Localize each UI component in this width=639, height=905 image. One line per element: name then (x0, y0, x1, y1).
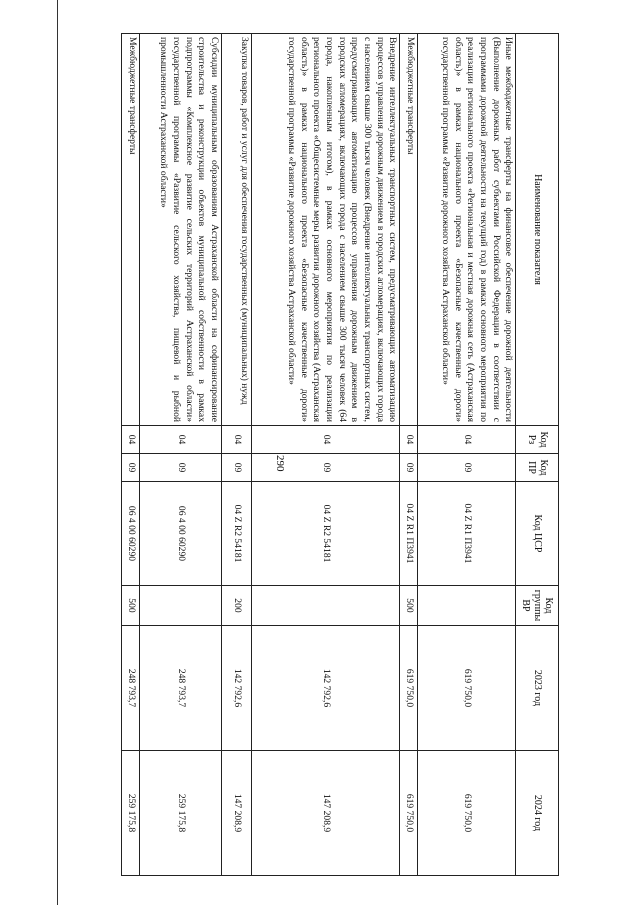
rotated-table-container (121, 33, 559, 875)
row-2024: 147 208,9 (222, 751, 252, 876)
row-csr: 06 4 00 60290 (139, 482, 221, 586)
table-row (122, 34, 140, 876)
row-pr: 09 (251, 454, 399, 482)
table-row (400, 34, 418, 876)
row-name: Субсидии муниципальным образованиям Астраханской области на софинансирование строительства и реконструкции объектов муниципальной собственности в рамках подпрограммы «Комплексное развитие сельских территорий Астраханской области» государственной программы «Развитие сельского хозяйства, пищевой и рыбной промышленности Астраханской области» (139, 34, 221, 426)
header-rz: Код Рз (516, 426, 559, 454)
table-row (139, 34, 221, 876)
row-pr: 09 (400, 454, 418, 482)
row-2024: 259 175,8 (139, 751, 221, 876)
budget-table (121, 33, 559, 876)
page-number: 290 (274, 455, 286, 472)
row-2023: 619 750,0 (418, 626, 516, 751)
row-csr: 04 Z R2 54181 (222, 482, 252, 586)
row-csr: 04 Z R2 54181 (251, 482, 399, 586)
row-rz: 04 (251, 426, 399, 454)
table-header-row (516, 34, 559, 876)
row-rz: 04 (139, 426, 221, 454)
row-vr (251, 586, 399, 626)
row-2024: 619 750,0 (418, 751, 516, 876)
header-csr: Код ЦСР (516, 482, 559, 586)
row-2023: 142 792,6 (251, 626, 399, 751)
row-name: Межбюджетные трансферты (122, 34, 140, 426)
row-csr: 04 Z R1 П3941 (418, 482, 516, 586)
table-row (418, 34, 516, 876)
row-vr: 500 (400, 586, 418, 626)
row-name: Иные межбюджетные трансферты на финансовое обеспечение дорожной деятельности (Выполнение дорожных работ субъектами Российской Федерации в соответствии с программами дорожной деятельности на текущий год) в рамках основного мероприятия по реализации регионального проекта «Региональная и местная дорожная сеть (Астраханская область)» в рамках национального проекта «Безопасные качественные дороги» государственной программы «Развитие дорожного хозяйства Астраханской области» (418, 34, 516, 426)
header-vr: Код группы ВР (516, 586, 559, 626)
row-pr: 09 (139, 454, 221, 482)
row-vr: 500 (122, 586, 140, 626)
row-vr (418, 586, 516, 626)
row-name: Внедрение интеллектуальных транспортных систем, предусматривающих автоматизацию процессов управления дорожным движением в городских агломерациях, включающих города с населением свыше 300 тысяч человек (Внедрение интеллектуальных транспортных систем, предусматривающих автоматизацию процессов управления дорожным движением в городских агломерациях, включающих города с населением свыше 300 тысяч человек (64 города, накопленным итогом), в рамках основного мероприятия по реализации регионального проекта «Общесистемные меры развития дорожного хозяйства (Астраханская область)» в рамках национального проекта «Безопасные качественные дороги» государственной программы «Развитие дорожного хозяйства Астраханской области» (251, 34, 399, 426)
header-pr: Код ПР (516, 454, 559, 482)
row-name: Закупка товаров, работ и услуг для обеспечения государственных (муниципальных) нужд (222, 34, 252, 426)
row-rz: 04 (400, 426, 418, 454)
row-csr: 04 Z R1 П3941 (400, 482, 418, 586)
row-csr: 06 4 00 60290 (122, 482, 140, 586)
row-2023: 248 793,7 (122, 626, 140, 751)
page-edge-rule (57, 0, 58, 905)
row-2024: 147 208,9 (251, 751, 399, 876)
row-2023: 619 750,0 (400, 626, 418, 751)
row-2024: 619 750,0 (400, 751, 418, 876)
header-name: Наименование показателя (516, 34, 559, 426)
row-rz: 04 (122, 426, 140, 454)
table-row (251, 34, 399, 876)
row-vr: 200 (222, 586, 252, 626)
row-name: Межбюджетные трансферты (400, 34, 418, 426)
row-pr: 09 (222, 454, 252, 482)
row-rz: 04 (222, 426, 252, 454)
table-row (222, 34, 252, 876)
row-rz: 04 (418, 426, 516, 454)
row-pr: 09 (418, 454, 516, 482)
row-2024: 259 175,8 (122, 751, 140, 876)
row-vr (139, 586, 221, 626)
row-2023: 142 792,6 (222, 626, 252, 751)
row-pr: 09 (122, 454, 140, 482)
header-2023: 2023 год (516, 626, 559, 751)
row-2023: 248 793,7 (139, 626, 221, 751)
header-2024: 2024 год (516, 751, 559, 876)
